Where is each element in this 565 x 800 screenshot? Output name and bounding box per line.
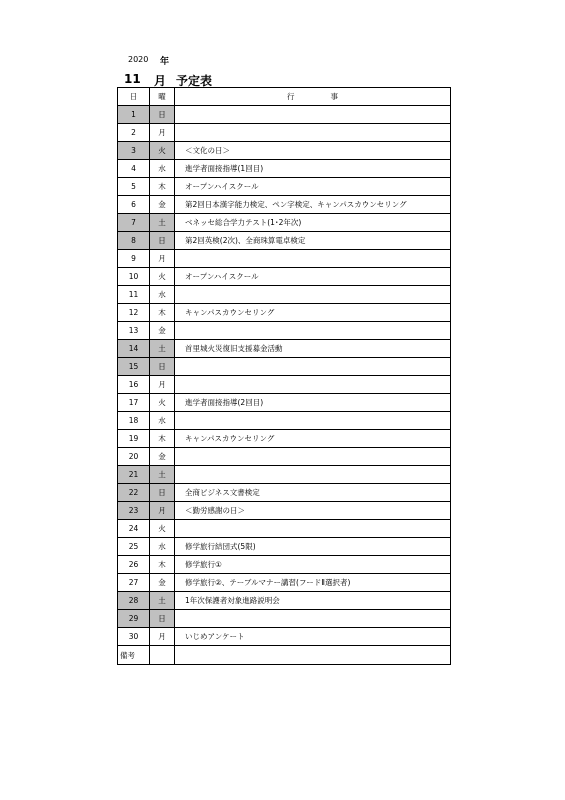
column-header-event-char-1: 行 <box>287 92 295 101</box>
row-weekday: 日 <box>150 484 175 502</box>
row-weekday: 火 <box>150 394 175 412</box>
year-unit: 年 <box>160 57 170 67</box>
column-header-weekday: 曜 <box>150 88 175 106</box>
table-row <box>118 610 451 628</box>
row-weekday: 火 <box>150 268 175 286</box>
row-day: 17 <box>118 394 150 412</box>
row-day: 14 <box>118 340 150 358</box>
row-day: 26 <box>118 556 150 574</box>
row-day: 15 <box>118 358 150 376</box>
table-row <box>118 412 451 430</box>
row-weekday: 日 <box>150 106 175 124</box>
year-label: 2020 <box>128 55 149 64</box>
row-day: 27 <box>118 574 150 592</box>
row-event: いじめアンケート <box>175 628 451 646</box>
table-row <box>118 448 451 466</box>
row-event: 修学旅行結団式(5限) <box>175 538 451 556</box>
row-day: 7 <box>118 214 150 232</box>
table-row <box>118 286 451 304</box>
row-day: 9 <box>118 250 150 268</box>
table-row <box>118 232 451 250</box>
row-event: ＜勤労感謝の日＞ <box>175 502 451 520</box>
table-row <box>118 304 451 322</box>
month-number: 11 <box>124 72 141 86</box>
row-weekday: 土 <box>150 592 175 610</box>
row-weekday: 木 <box>150 556 175 574</box>
row-day: 21 <box>118 466 150 484</box>
table-row <box>118 106 451 124</box>
row-weekday: 水 <box>150 286 175 304</box>
row-day: 24 <box>118 520 150 538</box>
row-weekday: 日 <box>150 232 175 250</box>
row-event: 修学旅行②、テーブルマナー講習(フードⅡ選択者) <box>175 574 451 592</box>
table-row <box>118 358 451 376</box>
table-row <box>118 556 451 574</box>
table-row <box>118 502 451 520</box>
row-event <box>175 106 451 124</box>
row-weekday: 金 <box>150 574 175 592</box>
row-weekday: 月 <box>150 502 175 520</box>
table-row <box>118 124 451 142</box>
row-day: 19 <box>118 430 150 448</box>
row-event: キャンパスカウンセリング <box>175 430 451 448</box>
row-day: 28 <box>118 592 150 610</box>
row-day: 20 <box>118 448 150 466</box>
row-day: 29 <box>118 610 150 628</box>
row-event: オープンハイスクール <box>175 268 451 286</box>
row-event <box>175 286 451 304</box>
row-day: 5 <box>118 178 150 196</box>
row-day: 2 <box>118 124 150 142</box>
notes-row <box>118 646 451 665</box>
row-weekday: 月 <box>150 376 175 394</box>
row-weekday: 土 <box>150 340 175 358</box>
table-row <box>118 394 451 412</box>
row-event: 第2回英検(2次)、全商珠算電卓検定 <box>175 232 451 250</box>
column-header-event-char-2: 事 <box>330 92 338 101</box>
row-event <box>175 322 451 340</box>
row-weekday: 火 <box>150 520 175 538</box>
row-event: オープンハイスクール <box>175 178 451 196</box>
row-weekday: 金 <box>150 322 175 340</box>
row-day: 11 <box>118 286 150 304</box>
row-weekday: 月 <box>150 124 175 142</box>
table-row <box>118 628 451 646</box>
row-weekday: 月 <box>150 250 175 268</box>
schedule-table <box>117 87 451 665</box>
row-weekday: 月 <box>150 628 175 646</box>
table-row <box>118 322 451 340</box>
row-event: ＜文化の日＞ <box>175 142 451 160</box>
row-event <box>175 376 451 394</box>
table-row <box>118 340 451 358</box>
column-header-event <box>175 88 451 106</box>
table-row <box>118 574 451 592</box>
table-row <box>118 376 451 394</box>
row-event: キャンパスカウンセリング <box>175 304 451 322</box>
row-day: 3 <box>118 142 150 160</box>
row-day: 6 <box>118 196 150 214</box>
row-event: 修学旅行① <box>175 556 451 574</box>
row-day: 22 <box>118 484 150 502</box>
row-event <box>175 412 451 430</box>
row-event: 1年次保護者対象進路説明会 <box>175 592 451 610</box>
row-weekday: 水 <box>150 160 175 178</box>
row-weekday: 金 <box>150 196 175 214</box>
row-event: 進学者面接指導(2回目) <box>175 394 451 412</box>
notes-spacer <box>150 646 175 665</box>
row-event <box>175 250 451 268</box>
row-weekday: 火 <box>150 142 175 160</box>
table-row <box>118 214 451 232</box>
row-weekday: 木 <box>150 304 175 322</box>
row-day: 4 <box>118 160 150 178</box>
row-event <box>175 448 451 466</box>
row-weekday: 木 <box>150 178 175 196</box>
table-row <box>118 160 451 178</box>
row-day: 1 <box>118 106 150 124</box>
row-day: 8 <box>118 232 150 250</box>
row-event <box>175 124 451 142</box>
row-day: 23 <box>118 502 150 520</box>
table-row <box>118 178 451 196</box>
row-weekday: 土 <box>150 214 175 232</box>
notes-value <box>175 646 451 665</box>
row-event: ベネッセ総合学力テスト(1･2年次) <box>175 214 451 232</box>
row-event <box>175 466 451 484</box>
table-row <box>118 538 451 556</box>
row-weekday: 日 <box>150 358 175 376</box>
row-event <box>175 520 451 538</box>
row-day: 13 <box>118 322 150 340</box>
row-day: 30 <box>118 628 150 646</box>
column-header-day: 日 <box>118 88 150 106</box>
row-day: 25 <box>118 538 150 556</box>
row-weekday: 木 <box>150 430 175 448</box>
table-row <box>118 196 451 214</box>
month-unit: 月 <box>154 74 167 88</box>
page-title: 予定表 <box>176 74 213 88</box>
notes-label: 備考 <box>118 646 150 665</box>
table-row <box>118 268 451 286</box>
table-row <box>118 520 451 538</box>
table-header-row <box>118 88 451 106</box>
row-event: 第2回日本漢字能力検定、ペン字検定、キャンパスカウンセリング <box>175 196 451 214</box>
row-day: 18 <box>118 412 150 430</box>
row-event: 全商ビジネス文書検定 <box>175 484 451 502</box>
row-event: 首里城火災復旧支援募金活動 <box>175 340 451 358</box>
table-row <box>118 142 451 160</box>
row-weekday: 水 <box>150 538 175 556</box>
row-event <box>175 358 451 376</box>
table-row <box>118 430 451 448</box>
table-row <box>118 592 451 610</box>
row-weekday: 土 <box>150 466 175 484</box>
row-day: 12 <box>118 304 150 322</box>
row-weekday: 金 <box>150 448 175 466</box>
row-day: 10 <box>118 268 150 286</box>
row-weekday: 水 <box>150 412 175 430</box>
row-event: 進学者面接指導(1回目) <box>175 160 451 178</box>
table-row <box>118 484 451 502</box>
table-row <box>118 250 451 268</box>
row-day: 16 <box>118 376 150 394</box>
row-event <box>175 610 451 628</box>
row-weekday: 日 <box>150 610 175 628</box>
table-row <box>118 466 451 484</box>
